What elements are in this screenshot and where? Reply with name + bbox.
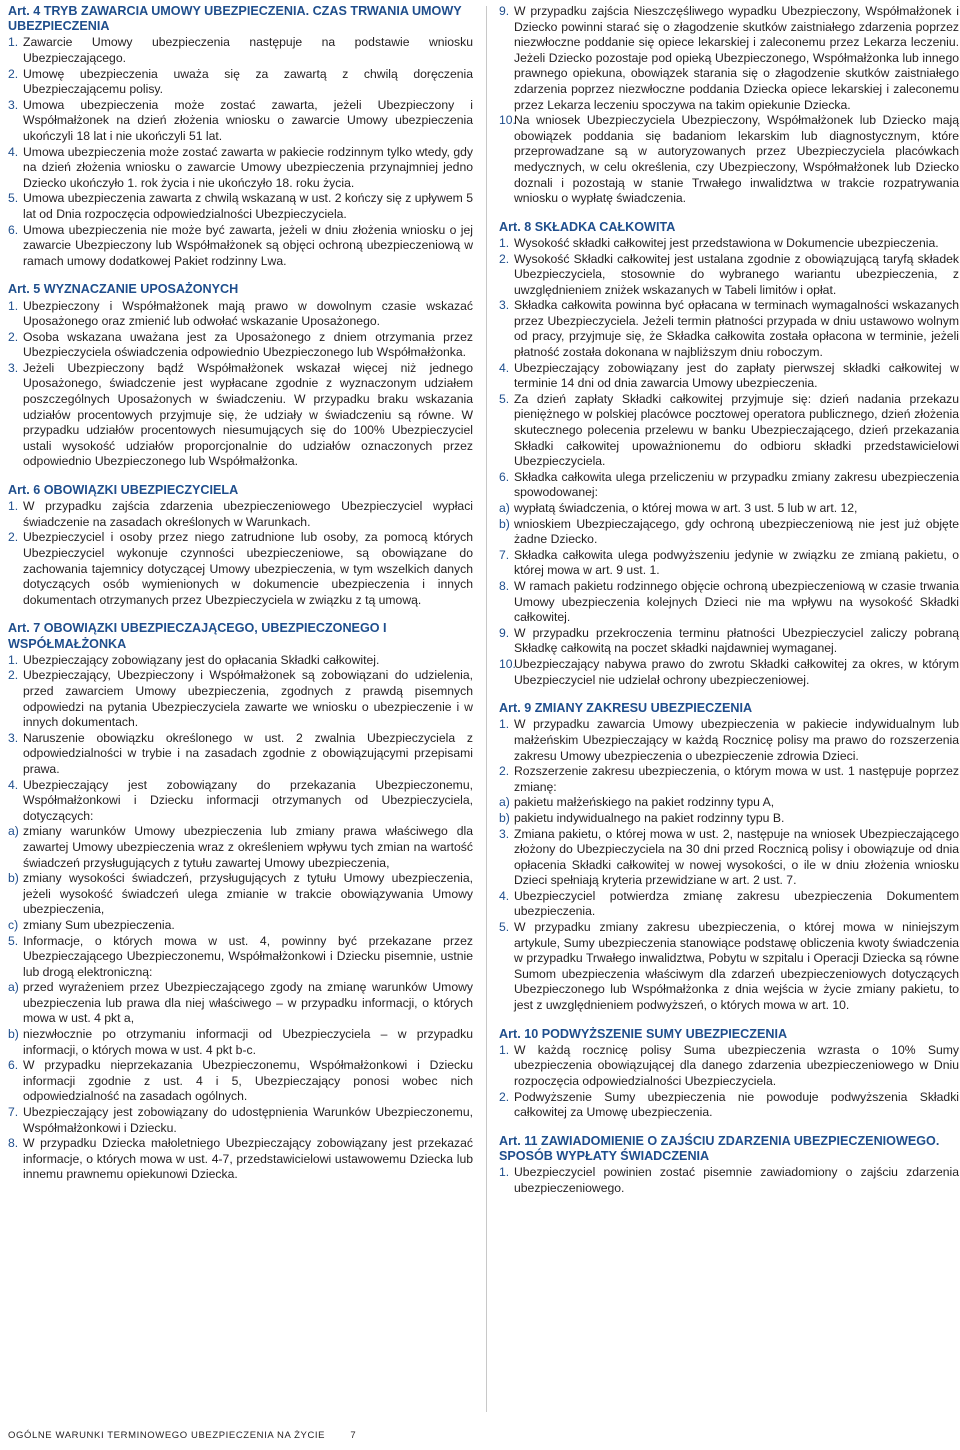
item-number: 3. bbox=[8, 360, 19, 375]
item-text: Podwyższenie Sumy ubezpieczenia nie powoduje podwyższenia Składki całkowitej za Umowę ubezpieczenia. bbox=[514, 1089, 959, 1120]
item-text: Ubezpieczający zobowiązany jest do opłacania Składki całkowitej. bbox=[23, 652, 380, 667]
item-number: 4. bbox=[499, 360, 510, 375]
article-title: Art. 9 ZMIANY ZAKRESU UBEZPIECZENIA bbox=[499, 701, 753, 716]
article-item bbox=[8, 35, 473, 66]
item-number: 5. bbox=[499, 391, 510, 406]
item-text: Jeżeli Ubezpieczony bądź Współmałżonek wskazał więcej niż jednego Uposażonego, świadczenie jest wypłacane zgodnie z wyznaczonym udziałem poszczególnych Uposażonych w świadczeniu. W przypadku braku wskazania udziałów procentowych przyjmuje się, że udziały w świadczeniu są równe. W przypadku udziałów procentowych niesumujących się do 100% Ubezpieczyciel ustali wysokość udziałów proporcjonalnie do udziałów oznaczonych przez odpowiednio Ubezpieczonego lub Współmałżonka. bbox=[23, 360, 473, 469]
item-number: a) bbox=[8, 980, 19, 995]
footer-title: OGÓLNE WARUNKI TERMINOWEGO UBEZPIECZENIA NA ŻYCIE bbox=[8, 1430, 326, 1441]
item-number: 10. bbox=[499, 113, 516, 128]
item-text: Zmiana pakietu, o której mowa w ust. 2, następuje na wniosek Ubezpieczającego złożony do Ubezpieczyciela na 30 dni przed Rocznicą polisy i obowiązuje od dnia opłacenia Składki całkowitej w nowej wysokości, o ile w dniu złożenia wniosku Dzieci spełniają kryteria przewidziane w art. 2 ust. 7. bbox=[514, 826, 959, 888]
item-number: 3. bbox=[8, 97, 19, 112]
item-text: Umowę ubezpieczenia uważa się za zawartą z chwilą doręczenia Ubezpieczającemu polisy. bbox=[23, 66, 473, 97]
item-text: Umowa ubezpieczenia może zostać zawarta, jeżeli Ubezpieczony i Współmałżonek na dzień złożenia wniosku o zawarcie Umowy ubezpieczenia ukończyli 18 lat i nie ukończyli 51 lat. bbox=[23, 97, 473, 143]
item-text: Składka całkowita ulega przeliczeniu w przypadku zmiany zakresu ubezpieczenia spowodowanej: bbox=[514, 469, 959, 500]
item-number: 4. bbox=[499, 888, 510, 903]
item-text: W każdą rocznicę polisy Suma ubezpieczenia wzrasta o 10% Sumy ubezpieczenia obowiązującej dla danego zdarzenia ubezpieczeniowego w Dniu rozpoczęcia odpowiedzialności Ubezpieczyciela. bbox=[514, 1042, 959, 1089]
item-text: W ramach pakietu rodzinnego objęcie ochroną ubezpieczeniową w czasie trwania Umowy ubezpieczenia kolejnych Dzieci nie ma wpływu na wysokość Składki całkowitej. bbox=[514, 578, 959, 625]
item-text: pakietu indywidualnego na pakiet rodzinny typu B. bbox=[514, 810, 785, 825]
item-text: Składka całkowita powinna być opłacana w terminach wymagalności wskazanych przez Ubezpieczyciela. Jeżeli termin płatności przypada w dniu ustawowo wolnym od pracy, przyjmuje się, że Składka całkowita została opłacona w terminie, jeżeli płatność została dokonana w najbliższym dniu roboczym. bbox=[514, 298, 959, 360]
article-item bbox=[8, 731, 473, 778]
item-number: 3. bbox=[499, 298, 510, 313]
item-text: W przypadku zajścia Nieszczęśliwego wypadku Ubezpieczony, Współmałżonek i Dziecko powinni starać się o złagodzenie skutków zaistniałego zdarzenia poprzez niezwłoczne poddanie się opiece lekarskiej i zaleconemu przez Lekarza leczeniu. Jeżeli Dziecko pozostaje pod opieką Ubezpieczonego, Współmałżonka lub innego prawnego opiekuna, obowiązek starania się o złagodzenie skutków zaistniałego zdarzenia poprzez niezwłoczne poddania Dziecka opiece lekarskiej i zaleconemu przez Lekarza leczeniu spoczywa na takim opiekunie Dziecka. bbox=[514, 4, 959, 112]
article-item bbox=[499, 298, 959, 360]
article-title: Art. 6 OBOWIĄZKI UBEZPIECZYCIELA bbox=[8, 483, 239, 498]
item-text: Naruszenie obowiązku określonego w ust. 2 zwalnia Ubezpieczyciela z odpowiedzialności w trybie i na zasadach zgodnie z obowiązującymi przepisami prawa. bbox=[23, 730, 473, 776]
item-number: 5. bbox=[8, 191, 19, 206]
item-text: zmiany wysokości świadczeń, przysługujących z tytułu Umowy ubezpieczenia, jeżeli wysokość świadczeń ulega zmianie w trakcie obowiązywania Umowy ubezpieczenia, bbox=[23, 871, 473, 917]
item-text: Na wniosek Ubezpieczyciela Ubezpieczony, Współmałżonek lub Dziecko mają obowiązek poddania się badaniom lekarskim lub diagnostycznym, które przeprowadzane są w autoryzowanych przez Ubezpieczyciela placówkach medycznych, w celu określenia, czy Ubezpieczony, Współmałżonek lub Dziecko doznali i pozostają w stanie Trwałego inwalidztwa w trakcie rozpatrywania wniosku o wypłatę świadczenia. bbox=[514, 113, 959, 206]
item-text: Wysokość Składki całkowitej jest ustalana zgodnie z obowiązującą taryfą składek Ubezpieczyciela, stosownie do wybranego wariantu ubezpieczenia, z uwzględnieniem zniżek wskazanych w Tabeli limitów i opłat. bbox=[514, 251, 959, 297]
article-item bbox=[8, 980, 473, 1027]
article-item bbox=[8, 934, 473, 981]
item-number: 5. bbox=[8, 933, 19, 948]
item-text: Zawarcie Umowy ubezpieczenia następuje na podstawie wniosku Ubezpieczającego. bbox=[23, 35, 473, 65]
item-text: W przypadku przekroczenia terminu płatności Ubezpieczyciel zaliczy pobraną Składkę całkowitą na poczet składki najdawniej wymaganej. bbox=[514, 625, 959, 656]
item-text: wypłatą świadczenia, o której mowa w art. 3 ust. 5 lub w art. 12, bbox=[514, 501, 858, 516]
page-footer bbox=[8, 1430, 356, 1441]
item-number: 10. bbox=[499, 656, 516, 671]
item-text: Ubezpieczony i Współmałżonek mają prawo w dowolnym czasie wskazać Uposażonego oraz zmienić lub odwołać wskazanie Uposażonego. bbox=[23, 298, 473, 329]
item-text: Składka całkowita ulega podwyższeniu jedynie w związku ze zmianą pakietu, o której mowa w art. 9 ust. 1. bbox=[514, 547, 959, 578]
item-text: zmiany Sum ubezpieczenia. bbox=[23, 917, 175, 932]
article-title: Art. 7 OBOWIĄZKI UBEZPIECZAJĄCEGO, UBEZPIECZONEGO I WSPÓŁMAŁŻONKA bbox=[8, 621, 387, 651]
item-number: 6. bbox=[8, 222, 19, 237]
article-item bbox=[499, 361, 959, 392]
article-item bbox=[499, 548, 959, 579]
article-section bbox=[499, 701, 959, 1013]
article-title: Art. 4 TRYB ZAWARCIA UMOWY UBEZPIECZENIA. CZAS TRWANIA UMOWY UBEZPIECZENIA bbox=[8, 4, 462, 34]
article-item bbox=[499, 236, 959, 252]
item-number: 9. bbox=[499, 4, 510, 18]
article-item bbox=[499, 889, 959, 920]
item-text: Ubezpieczający zobowiązany jest do zapłaty pierwszej składki całkowitej w terminie 14 dni od dnia zawarcia Umowy ubezpieczenia. bbox=[514, 360, 959, 391]
item-number: 1. bbox=[499, 717, 510, 732]
article-item bbox=[8, 653, 473, 669]
article-item bbox=[499, 717, 959, 764]
item-number: 3. bbox=[499, 826, 510, 841]
item-number: 7. bbox=[8, 1105, 19, 1120]
item-number: 2. bbox=[8, 668, 19, 683]
item-text: W przypadku Dziecka małoletniego Ubezpieczający zobowiązany jest przekazać informacje, o których mowa w ust. 4-7, przedstawicielowi ustawowemu Dziecka lub innemu prawnemu opiekunowi Dziecka. bbox=[23, 1136, 473, 1182]
item-number: b) bbox=[8, 1027, 19, 1042]
item-number: 2. bbox=[499, 251, 510, 266]
article-item bbox=[8, 145, 473, 192]
item-text: Ubezpieczający jest zobowiązany do udostępnienia Warunków Ubezpieczonemu, Współmałżonkowi i Dziecku. bbox=[23, 1105, 473, 1135]
article-item bbox=[8, 1105, 473, 1136]
item-number: a) bbox=[499, 795, 510, 810]
article-item bbox=[8, 499, 473, 530]
article-title: Art. 10 PODWYŻSZENIE SUMY UBEZPIECZENIA bbox=[499, 1026, 788, 1041]
item-number: 1. bbox=[499, 1042, 510, 1057]
article-item bbox=[499, 470, 959, 501]
article-item bbox=[8, 778, 473, 825]
item-number: 1. bbox=[499, 235, 510, 250]
item-number: b) bbox=[499, 810, 510, 825]
article-item bbox=[8, 98, 473, 145]
item-text: wnioskiem Ubezpieczającego, gdy ochroną ubezpieczeniową nie jest już objęte żadne Dziecko. bbox=[514, 516, 959, 547]
article-item bbox=[499, 626, 959, 657]
item-number: 8. bbox=[8, 1136, 19, 1151]
item-number: 1. bbox=[8, 652, 19, 667]
item-number: 6. bbox=[8, 1058, 19, 1073]
article-item bbox=[499, 517, 959, 548]
item-text: pakietu małżeńskiego na pakiet rodzinny typu A, bbox=[514, 795, 775, 810]
item-text: W przypadku zawarcia Umowy ubezpieczenia w pakiecie indywidualnym lub małżeńskim Ubezpieczający w każdą Rocznicę polisy ma prawo do rozszerzenia zakresu Umowy ubezpieczenia o ubezpieczenie zdrowia Dzieci. bbox=[514, 717, 959, 763]
item-number: 4. bbox=[8, 777, 19, 792]
item-number: 5. bbox=[499, 920, 510, 935]
item-text: Informacje, o których mowa w ust. 4, powinny być przekazane przez Ubezpieczającego Ubezpieczonemu, Współmałżonkowi i Dziecku pisemnie, ustnie lub drogą elektroniczną: bbox=[23, 933, 473, 979]
item-text: Ubezpieczający jest zobowiązany do przekazania Ubezpieczonemu, Współmałżonkowi i Dziecku informacji otrzymanych od Ubezpieczyciela, dotyczących: bbox=[23, 777, 473, 823]
item-text: Wysokość składki całkowitej jest przedstawiona w Dokumencie ubezpieczenia. bbox=[514, 235, 939, 250]
article-item bbox=[499, 579, 959, 626]
item-text: niezwłocznie po otrzymaniu informacji od Ubezpieczyciela – w przypadku informacji, o których mowa w ust. 4 pkt b-c. bbox=[23, 1027, 473, 1057]
article-item bbox=[499, 1043, 959, 1090]
item-text: zmiany warunków Umowy ubezpieczenia lub zmiany prawa właściwego dla zawartej Umowy ubezpieczenia wraz z określeniem wpływu tych zmian na wartość świadczeń przysługujących z tytułu zawartej Umowy ubezpieczenia, bbox=[23, 824, 473, 870]
item-number: 7. bbox=[499, 547, 510, 562]
article-item bbox=[8, 1058, 473, 1105]
item-number: 1. bbox=[8, 499, 19, 514]
item-number: 3. bbox=[8, 730, 19, 745]
article-item bbox=[499, 1090, 959, 1121]
item-number: 8. bbox=[499, 578, 510, 593]
article-section bbox=[499, 4, 959, 207]
item-number: b) bbox=[499, 516, 510, 531]
article-item bbox=[8, 299, 473, 330]
article-item bbox=[8, 824, 473, 871]
item-number: 1. bbox=[8, 298, 19, 313]
article-item bbox=[8, 361, 473, 470]
article-item bbox=[8, 530, 473, 608]
item-text: Umowa ubezpieczenia zawarta z chwilą wskazaną w ust. 2 kończy się z upływem 5 lat od Dnia rozpoczęcia odpowiedzialności Ubezpieczyciela. bbox=[23, 191, 473, 221]
item-text: W przypadku nieprzekazania Ubezpieczonemu, Współmałżonkowi i Dziecku informacji zgodnie z ust. 4 i 5, Ubezpieczający ponosi wobec nich odpowiedzialność na zasadach ogólnych. bbox=[23, 1058, 473, 1104]
item-number: a) bbox=[8, 824, 19, 839]
article-section bbox=[499, 1027, 959, 1121]
article-item bbox=[8, 871, 473, 918]
article-item bbox=[499, 1165, 959, 1196]
item-number: 6. bbox=[499, 469, 510, 484]
item-text: Ubezpieczyciel powinien zostać pisemnie zawiadomiony o zajściu zdarzenia ubezpieczeniowego. bbox=[514, 1165, 959, 1195]
article-item bbox=[8, 918, 473, 934]
article-item bbox=[8, 330, 473, 361]
article-item bbox=[499, 252, 959, 299]
article-item bbox=[499, 920, 959, 1014]
article-item bbox=[499, 811, 959, 827]
item-number: 2. bbox=[8, 329, 19, 344]
article-item bbox=[8, 223, 473, 270]
item-number: 2. bbox=[499, 1089, 510, 1104]
item-text: Osoba wskazana uważana jest za Uposażonego z dniem otrzymania przez Ubezpieczyciela oświadczenia odpowiednio Ubezpieczonego lub Współmałżonka. bbox=[23, 329, 473, 360]
page-number: 7 bbox=[350, 1430, 357, 1441]
item-text: W przypadku zajścia zdarzenia ubezpieczeniowego Ubezpieczyciel wypłaci świadczenie na zasadach określonych w Warunkach. bbox=[23, 499, 473, 529]
article-item bbox=[8, 191, 473, 222]
article-title: Art. 5 WYZNACZANIE UPOSAŻONYCH bbox=[8, 282, 239, 297]
item-number: a) bbox=[499, 501, 510, 516]
article-section bbox=[499, 220, 959, 688]
article-title: Art. 11 ZAWIADOMIENIE O ZAJŚCIU ZDARZENIA UBEZPIECZENIOWEGO. SPOSÓB WYPŁATY ŚWIADCZENIA bbox=[499, 1133, 940, 1163]
item-number: b) bbox=[8, 871, 19, 886]
item-number: 1. bbox=[499, 1165, 510, 1180]
article-item bbox=[8, 1136, 473, 1183]
item-number: 2. bbox=[8, 530, 19, 545]
article-item bbox=[499, 4, 959, 113]
article-section bbox=[8, 4, 473, 269]
item-text: Ubezpieczyciel potwierdza zmianę zakresu ubezpieczenia Dokumentem ubezpieczenia. bbox=[514, 888, 959, 919]
article-item bbox=[499, 795, 959, 811]
item-number: 1. bbox=[8, 35, 19, 50]
item-number: 4. bbox=[8, 144, 19, 159]
item-text: przed wyrażeniem przez Ubezpieczającego zgody na zmianę warunków Umowy ubezpieczenia lub prawa dla niej właściwego – w przypadku informacji, o których mowa w ust. 4 pkt a, bbox=[23, 980, 473, 1026]
item-text: Ubezpieczający, Ubezpieczony i Współmałżonek są zobowiązani do udzielenia, przed zawarciem Umowy ubezpieczenia, zgodnych z prawdą pisemnych odpowiedzi na pytania Ubezpieczyciela zawarte we wniosku o ubezpieczenie i w innych dokumentach. bbox=[23, 668, 473, 730]
item-text: Rozszerzenie zakresu ubezpieczenia, o którym mowa w ust. 1 następuje poprzez zmianę: bbox=[514, 764, 959, 794]
article-section bbox=[8, 483, 473, 608]
right-column bbox=[499, 4, 959, 1209]
article-title: Art. 8 SKŁADKA CAŁKOWITA bbox=[499, 219, 676, 234]
article-section bbox=[8, 282, 473, 470]
item-number: 2. bbox=[8, 66, 19, 81]
item-text: W przypadku zmiany zakresu ubezpieczenia, o której mowa w niniejszym artykule, Sumy ubezpieczenia stanowiące podstawę obliczenia kwoty świadczenia w przypadku Trwałego inwalidztwa, Pobytu w szpitalu i Operacji Dziecka są równe Sumom ubezpieczenia właściwym dla zdarzeń ubezpieczeniowych dotyczących Ubezpieczonego lub Współmałżonka z dnia wejścia w życie zmiany pakietu, to jest z uwzględnieniem podwyższeń, o których mowa w art. 10. bbox=[514, 920, 959, 1013]
article-item bbox=[499, 827, 959, 889]
item-text: Umowa ubezpieczenia nie może być zawarta, jeżeli w dniu złożenia wniosku o jej zawarcie Ubezpieczony lub Współmałżonek są objęci ochroną ubezpieczeniową w ramach umowy dodatkowej Pakiet rodzinny Lwa. bbox=[23, 222, 473, 268]
article-item bbox=[8, 1027, 473, 1058]
item-text: Ubezpieczający nabywa prawo do zwrotu Składki całkowitej za okres, w którym Ubezpieczyciel nie udzielał ochrony ubezpieczeniowej. bbox=[514, 656, 959, 687]
article-item bbox=[499, 657, 959, 688]
article-item bbox=[499, 501, 959, 517]
left-column bbox=[8, 4, 473, 1196]
item-text: Umowa ubezpieczenia może zostać zawarta w pakiecie rodzinnym tylko wtedy, gdy na dzień złożenia wniosku o zawarcie Umowy ubezpieczenia przynajmniej jedno Dziecko ukończyło 1. rok życia i nie ukończyło 18. roku życia. bbox=[23, 144, 473, 190]
article-item bbox=[499, 113, 959, 207]
column-divider bbox=[486, 6, 487, 1412]
item-text: Ubezpieczyciel i osoby przez niego zatrudnione lub osoby, za pomocą których Ubezpieczyciel wykonuje czynności ubezpieczeniowe, są obowiązane do zachowania tajemnicy dotyczącej Umowy ubezpieczenia, w tym wszelkich danych dotyczących osób wymienionych w dokumencie ubezpieczenia i innych dokumentach otrzymanych przez Ubezpieczyciela w związku z tą umową. bbox=[23, 530, 473, 607]
item-text: Za dzień zapłaty Składki całkowitej przyjmuje się: dzień nadania przekazu pieniężnego w polskiej placówce pocztowej operatora publicznego, dzień złożenia skutecznego polecenia przelewu w banku Ubezpieczającego, dzień przekazania Składki całkowitej upoważnionemu do odbioru składki przedstawicielowi Ubezpieczyciela. bbox=[514, 391, 959, 469]
article-item bbox=[8, 668, 473, 730]
item-number: 2. bbox=[499, 764, 510, 779]
article-item bbox=[499, 764, 959, 795]
item-number: c) bbox=[8, 917, 19, 932]
article-section bbox=[499, 1134, 959, 1197]
article-section bbox=[8, 621, 473, 1183]
article-item bbox=[8, 67, 473, 98]
article-item bbox=[499, 392, 959, 470]
item-number: 9. bbox=[499, 625, 510, 640]
